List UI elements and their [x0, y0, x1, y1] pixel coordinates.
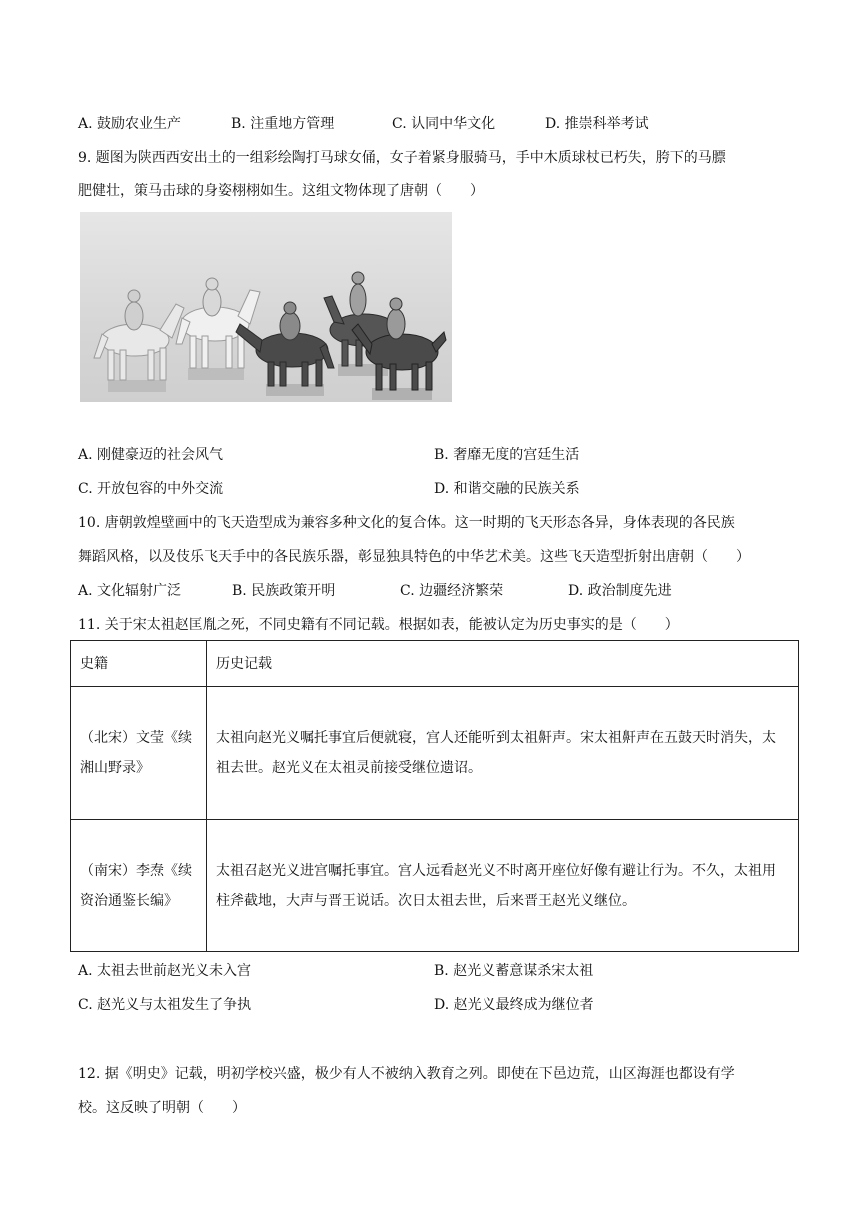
polo-figurines-photo: [80, 212, 452, 402]
row2-source: （南宋）李焘《续资治通鉴长编》: [71, 820, 207, 952]
header-record: 历史记载: [207, 641, 799, 687]
q11-option-b[interactable]: B. 赵光义蓄意谋杀宋太祖: [434, 963, 594, 979]
q9-option-d[interactable]: D. 和谐交融的民族关系: [434, 481, 580, 497]
q10-stem-line1: 10. 唐朝敦煌壁画中的飞天造型成为兼容多种文化的复合体。这一时期的飞天形态各异，身体表现的各民族: [78, 515, 735, 531]
q11-option-d[interactable]: D. 赵光义最终成为继位者: [434, 997, 594, 1013]
q9-option-b[interactable]: B. 奢靡无度的宫廷生活: [434, 447, 580, 463]
q9-option-c[interactable]: C. 开放包容的中外交流: [78, 481, 224, 497]
history-records-table: [70, 640, 799, 952]
q12-stem-line2: 校。这反映了明朝（ ）: [78, 1100, 246, 1116]
q10-option-b[interactable]: B. 民族政策开明: [232, 583, 336, 599]
q10-stem-line2: 舞蹈风格，以及伎乐飞天手中的各民族乐器，彰显独具特色的中华艺术美。这些飞天造型折射出唐朝（ ）: [78, 549, 750, 565]
polo-figurines-illustration: [80, 212, 452, 402]
q9-stem-line1: 9. 题图为陕西西安出土的一组彩绘陶打马球女俑，女子着紧身服骑马，手中木质球杖已朽失，胯下的马膘: [78, 150, 726, 166]
q10-option-c[interactable]: C. 边疆经济繁荣: [400, 583, 504, 599]
table-row: [71, 687, 799, 820]
q11-stem: 11. 关于宋太祖赵匡胤之死，不同史籍有不同记载。根据如表，能被认定为历史事实的是（ ）: [78, 617, 679, 633]
q8-option-d[interactable]: D. 推崇科举考试: [545, 116, 649, 132]
q8-option-a[interactable]: A. 鼓励农业生产: [78, 116, 182, 132]
q10-option-d[interactable]: D. 政治制度先进: [568, 583, 672, 599]
q9-option-a[interactable]: A. 刚健豪迈的社会风气: [78, 447, 224, 463]
row2-record: 太祖召赵光义进宫嘱托事宜。宫人远看赵光义不时离开座位好像有避让行为。不久，太祖用柱斧截地，大声与晋王说话。次日太祖去世，后来晋王赵光义继位。: [207, 820, 799, 952]
table-header-row: [71, 641, 799, 687]
row1-source: （北宋）文莹《续湘山野录》: [71, 687, 207, 820]
q9-stem-line2: 肥健壮，策马击球的身姿栩栩如生。这组文物体现了唐朝（ ）: [78, 183, 484, 199]
q8-option-c[interactable]: C. 认同中华文化: [392, 116, 496, 132]
q11-option-a[interactable]: A. 太祖去世前赵光义未入宫: [78, 963, 252, 979]
q10-option-a[interactable]: A. 文化辐射广泛: [78, 583, 182, 599]
q11-option-c[interactable]: C. 赵光义与太祖发生了争执: [78, 997, 252, 1013]
q8-option-b[interactable]: B. 注重地方管理: [231, 116, 335, 132]
table-row: [71, 820, 799, 952]
row1-record: 太祖向赵光义嘱托事宜后便就寝，宫人还能听到太祖鼾声。宋太祖鼾声在五鼓天时消失，太祖去世。赵光义在太祖灵前接受继位遗诏。: [207, 687, 799, 820]
header-source: 史籍: [71, 641, 207, 687]
q12-stem-line1: 12. 据《明史》记载，明初学校兴盛，极少有人不被纳入教育之列。即使在下邑边荒，山区海涯也都设有学: [78, 1066, 735, 1082]
